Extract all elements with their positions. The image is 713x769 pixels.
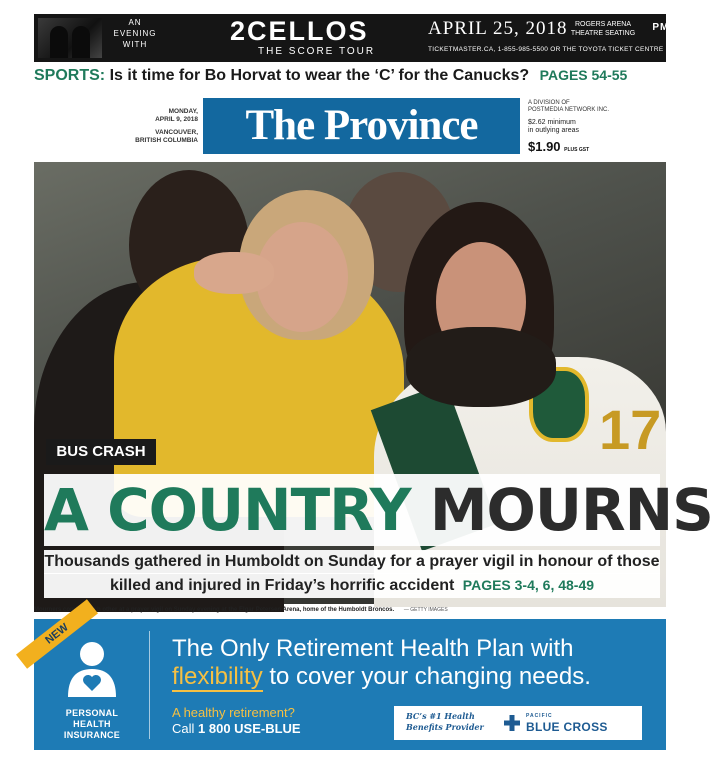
caption-text: Mourners comfort each other at a prayer vigil on Sunday evening at the Elgar Petersen Arena, home of the Humboldt Broncos. xyxy=(34,607,395,613)
edition-date xyxy=(118,108,198,124)
photo-jersey-number: 17 xyxy=(599,398,662,461)
headline-part-b: MOURNS xyxy=(429,476,713,544)
personal-health-label xyxy=(40,708,144,741)
masthead-logo[interactable]: The Province xyxy=(203,98,520,154)
blue-cross-icon xyxy=(504,715,520,731)
personal-label-1: PERSONAL xyxy=(65,708,119,718)
bc-tagline-1: BC’s #1 Health xyxy=(406,711,475,721)
cover-price xyxy=(528,139,589,154)
story-deck-line2[interactable] xyxy=(44,573,660,598)
ad-venue xyxy=(568,20,638,38)
edition-city: VANCOUVER, xyxy=(155,129,198,136)
personal-label-3: INSURANCE xyxy=(63,730,121,740)
sports-pages: PAGES 54-55 xyxy=(539,67,628,83)
cover-price-tax: PLUS GST xyxy=(564,147,590,153)
insurance-ad[interactable] xyxy=(34,619,666,750)
edition-location xyxy=(118,129,198,145)
ad-tour-name: THE SCORE TOUR xyxy=(258,46,376,57)
publisher-line2: POSTMEDIA NETWORK INC. xyxy=(528,107,610,113)
ad-call-text: Call xyxy=(172,721,199,736)
ad-headline-line1: The Only Retirement Health Plan with xyxy=(172,635,574,662)
ad-headline-line2 xyxy=(172,663,591,691)
story-headline[interactable] xyxy=(44,474,713,546)
ad-with: WITH xyxy=(122,40,148,49)
ad-ticket-info: TICKETMASTER.CA, 1-855-985-5500 OR THE TOYOTA TICKET CENTRE xyxy=(428,46,664,53)
ad-phone-number: 1 800 USE-BLUE xyxy=(198,721,301,736)
bc-tagline-2: Benefits Provider xyxy=(406,722,484,732)
new-badge: NEW xyxy=(16,599,98,669)
ad-act-title: 2CELLOS xyxy=(230,16,369,46)
outlying-price-note: in outlying areas xyxy=(528,127,579,134)
photo-hand xyxy=(194,252,274,294)
cover-price-amount: $1.90 xyxy=(528,139,561,154)
story-pages: PAGES 3-4, 6, 48-49 xyxy=(462,577,595,593)
sports-label: SPORTS: xyxy=(34,67,106,84)
person-heart-icon xyxy=(64,639,120,697)
ad-divider xyxy=(149,631,150,739)
photo-caption xyxy=(34,607,666,613)
edition-full-date: APRIL 9, 2018 xyxy=(155,116,198,123)
ad-subhead: A healthy retirement? xyxy=(172,705,295,720)
outlying-price xyxy=(528,119,628,135)
ad-headline-rest: to cover your changing needs. xyxy=(262,663,591,690)
ad-highlight-word: flexibility xyxy=(172,663,263,690)
personal-label-2: HEALTH xyxy=(73,719,111,729)
blue-cross-card[interactable] xyxy=(394,706,642,740)
brand-blue-cross: BLUE CROSS xyxy=(526,720,608,734)
publisher-info xyxy=(528,100,628,114)
ad-venue-seating: THEATRE SEATING xyxy=(570,30,636,37)
story-deck-text: killed and injured in Friday’s horrific accident xyxy=(109,577,455,594)
ad-evening: EVENING xyxy=(113,29,157,38)
ad-promoter-logo: PMC xyxy=(652,22,678,33)
bc-tagline xyxy=(406,711,486,733)
lead-photo[interactable] xyxy=(34,162,713,604)
ad-an: AN xyxy=(128,18,142,27)
ad-phone-line[interactable] xyxy=(172,721,301,736)
edition-day: MONDAY, xyxy=(168,108,198,115)
ad-event-date: APRIL 25, 2018 xyxy=(428,18,568,39)
headline-part-a: A COUNTRY xyxy=(44,476,411,544)
concert-ad-banner[interactable] xyxy=(34,14,678,62)
ad-venue-name: ROGERS ARENA xyxy=(574,21,631,28)
sports-text: Is it time for Bo Horvat to wear the ‘C’ for the Canucks? xyxy=(109,67,530,84)
story-deck-line1: Thousands gathered in Humboldt on Sunday for a prayer vigil in honour of those xyxy=(44,550,660,574)
story-kicker: BUS CRASH xyxy=(46,439,156,465)
brand-pacific: PACIFIC xyxy=(526,713,553,719)
concert-ad-photo xyxy=(38,18,102,58)
outlying-price-amount: $2.62 minimum xyxy=(528,119,576,126)
photo-credit: — GETTY IMAGES xyxy=(403,607,448,613)
edition-province: BRITISH COLUMBIA xyxy=(135,137,198,144)
publisher-line1: A DIVISION OF xyxy=(528,100,570,106)
sports-teaser[interactable] xyxy=(34,67,674,89)
photo-arm-dark xyxy=(406,327,556,407)
